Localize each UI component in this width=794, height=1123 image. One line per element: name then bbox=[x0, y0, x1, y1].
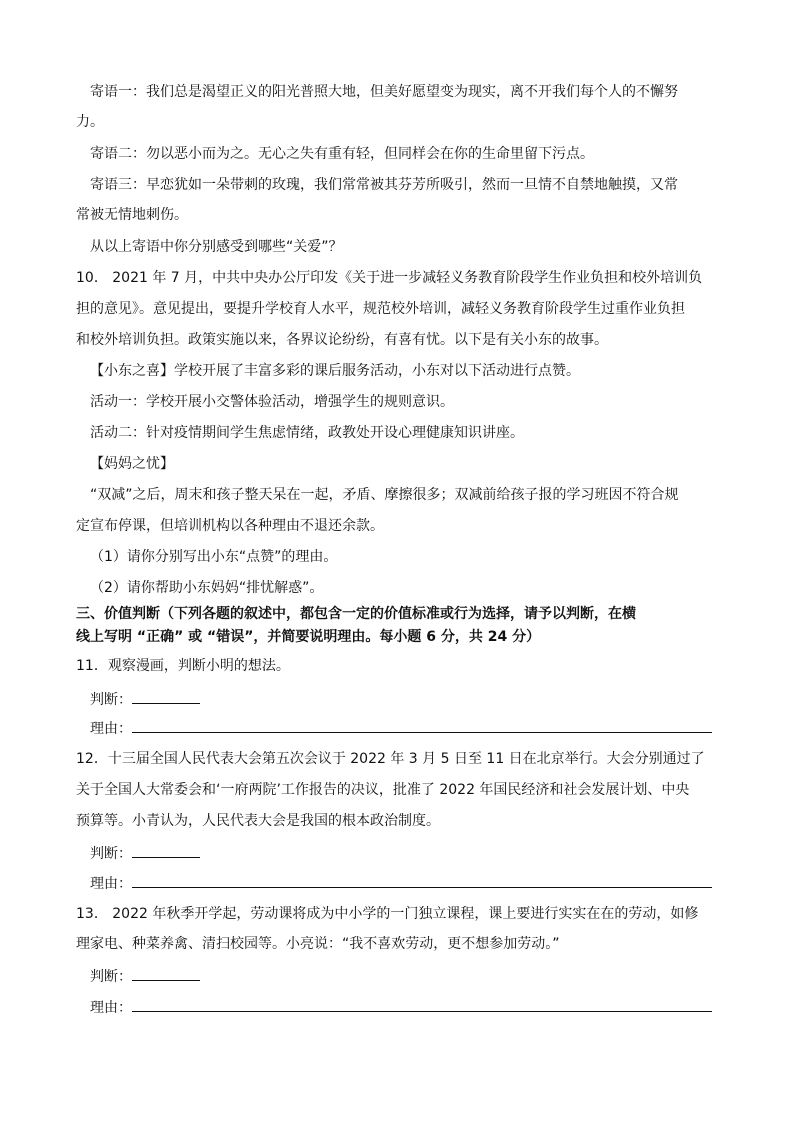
reason-blank[interactable] bbox=[132, 873, 712, 888]
judge-label: 判断： bbox=[90, 846, 132, 862]
reason-label: 理由： bbox=[90, 1000, 132, 1016]
question-13-line-1: 13． 2022 年秋季开学起，劳动课将成为中小学的一门独立课程，课上要进行实实在在的劳动，如修 bbox=[76, 906, 699, 922]
message-three-continuation: 常被无情地刺伤。 bbox=[76, 207, 188, 223]
question-11-reason-row bbox=[90, 718, 740, 739]
question-13-line-2: 理家电、种菜养禽、清扫校园等。小亮说：“我不喜欢劳动，更不想参加劳动。” bbox=[76, 936, 560, 952]
subquestion-2: （2）请你帮助小东妈妈“排忧解惑”。 bbox=[90, 580, 324, 596]
question-13-reason-row bbox=[90, 997, 740, 1018]
question-12-line-2: 关于全国人大常委会和‘一府两院’工作报告的决议，批准了 2022 年国民经济和社会发展计划、中央 bbox=[76, 782, 690, 798]
question-12-line-3: 预算等。小青认为，人民代表大会是我国的根本政治制度。 bbox=[76, 813, 440, 829]
section-three-heading-continued: 线上写明 “正确” 或 “错误”，并简要说明理由。每小题 6 分，共 24 分） bbox=[76, 629, 541, 645]
subquestion-1: （1）请你分别写出小东“点赞”的理由。 bbox=[90, 549, 338, 565]
activity-one: 活动一：学校开展小交警体验活动，增强学生的规则意识。 bbox=[90, 394, 454, 410]
question-11-text: 11．观察漫画，判断小明的想法。 bbox=[76, 658, 290, 674]
question-12-line-1: 12．十三届全国人民代表大会第五次会议于 2022 年 3 月 5 日至 11 日在北京举行。大会分别通过了 bbox=[76, 751, 705, 767]
question-12-reason-row bbox=[90, 873, 740, 894]
mother-worry-heading: 【妈妈之忧】 bbox=[90, 456, 174, 472]
mother-worry-line-2: 定宣布停课，但培训机构以各种理由不退还余款。 bbox=[76, 518, 384, 534]
reason-label: 理由： bbox=[90, 876, 132, 892]
judge-blank[interactable] bbox=[132, 689, 200, 704]
question-13-judge-row bbox=[90, 966, 740, 987]
message-one-continuation: 力。 bbox=[76, 114, 104, 130]
judge-label: 判断： bbox=[90, 969, 132, 985]
question-12-judge-row bbox=[90, 843, 740, 864]
question-10-line-3: 和校外培训负担。政策实施以来，各界议论纷纷，有喜有忧。以下是有关小东的故事。 bbox=[76, 332, 608, 348]
reason-label: 理由： bbox=[90, 721, 132, 737]
judge-label: 判断： bbox=[90, 692, 132, 708]
activity-two: 活动二：针对疫情期间学生焦虑情绪，政教处开设心理健康知识讲座。 bbox=[90, 425, 524, 441]
judge-blank[interactable] bbox=[132, 843, 200, 858]
message-two-line: 寄语二：勿以恶小而为之。无心之失有重有轻，但同样会在你的生命里留下污点。 bbox=[90, 146, 594, 162]
message-three-line: 寄语三：早恋犹如一朵带刺的玫瑰，我们常常被其芬芳所吸引，然而一旦情不自禁地触摸，又常 bbox=[90, 177, 678, 193]
question-9-prompt: 从以上寄语中你分别感受到哪些“关爱”？ bbox=[90, 239, 343, 255]
reason-blank[interactable] bbox=[132, 997, 712, 1012]
message-one-line: 寄语一：我们总是渴望正义的阳光普照大地，但美好愿望变为现实，离不开我们每个人的不懈努 bbox=[90, 84, 678, 100]
section-three-heading: 三、价值判断（下列各题的叙述中，都包含一定的价值标准或行为选择，请予以判断，在横 bbox=[76, 606, 636, 622]
question-10-line-2: 担的意见》。意见提出，要提升学校育人水平，规范校外培训，减轻义务教育阶段学生过重作业负担 bbox=[76, 301, 685, 317]
question-10-line-1: 10． 2021 年 7 月，中共中央办公厅印发《关于进一步减轻义务教育阶段学生作业负担和校外培训负 bbox=[76, 270, 703, 286]
xiaodong-joy-paragraph: 【小东之喜】学校开展了丰富多彩的课后服务活动，小东对以下活动进行点赞。 bbox=[90, 363, 580, 379]
question-11-judge-row bbox=[90, 689, 740, 710]
judge-blank[interactable] bbox=[132, 966, 200, 981]
mother-worry-line-1: “双减”之后，周末和孩子整天呆在一起，矛盾、摩擦很多；双减前给孩子报的学习班因不符合规 bbox=[90, 487, 679, 503]
reason-blank[interactable] bbox=[132, 718, 712, 733]
